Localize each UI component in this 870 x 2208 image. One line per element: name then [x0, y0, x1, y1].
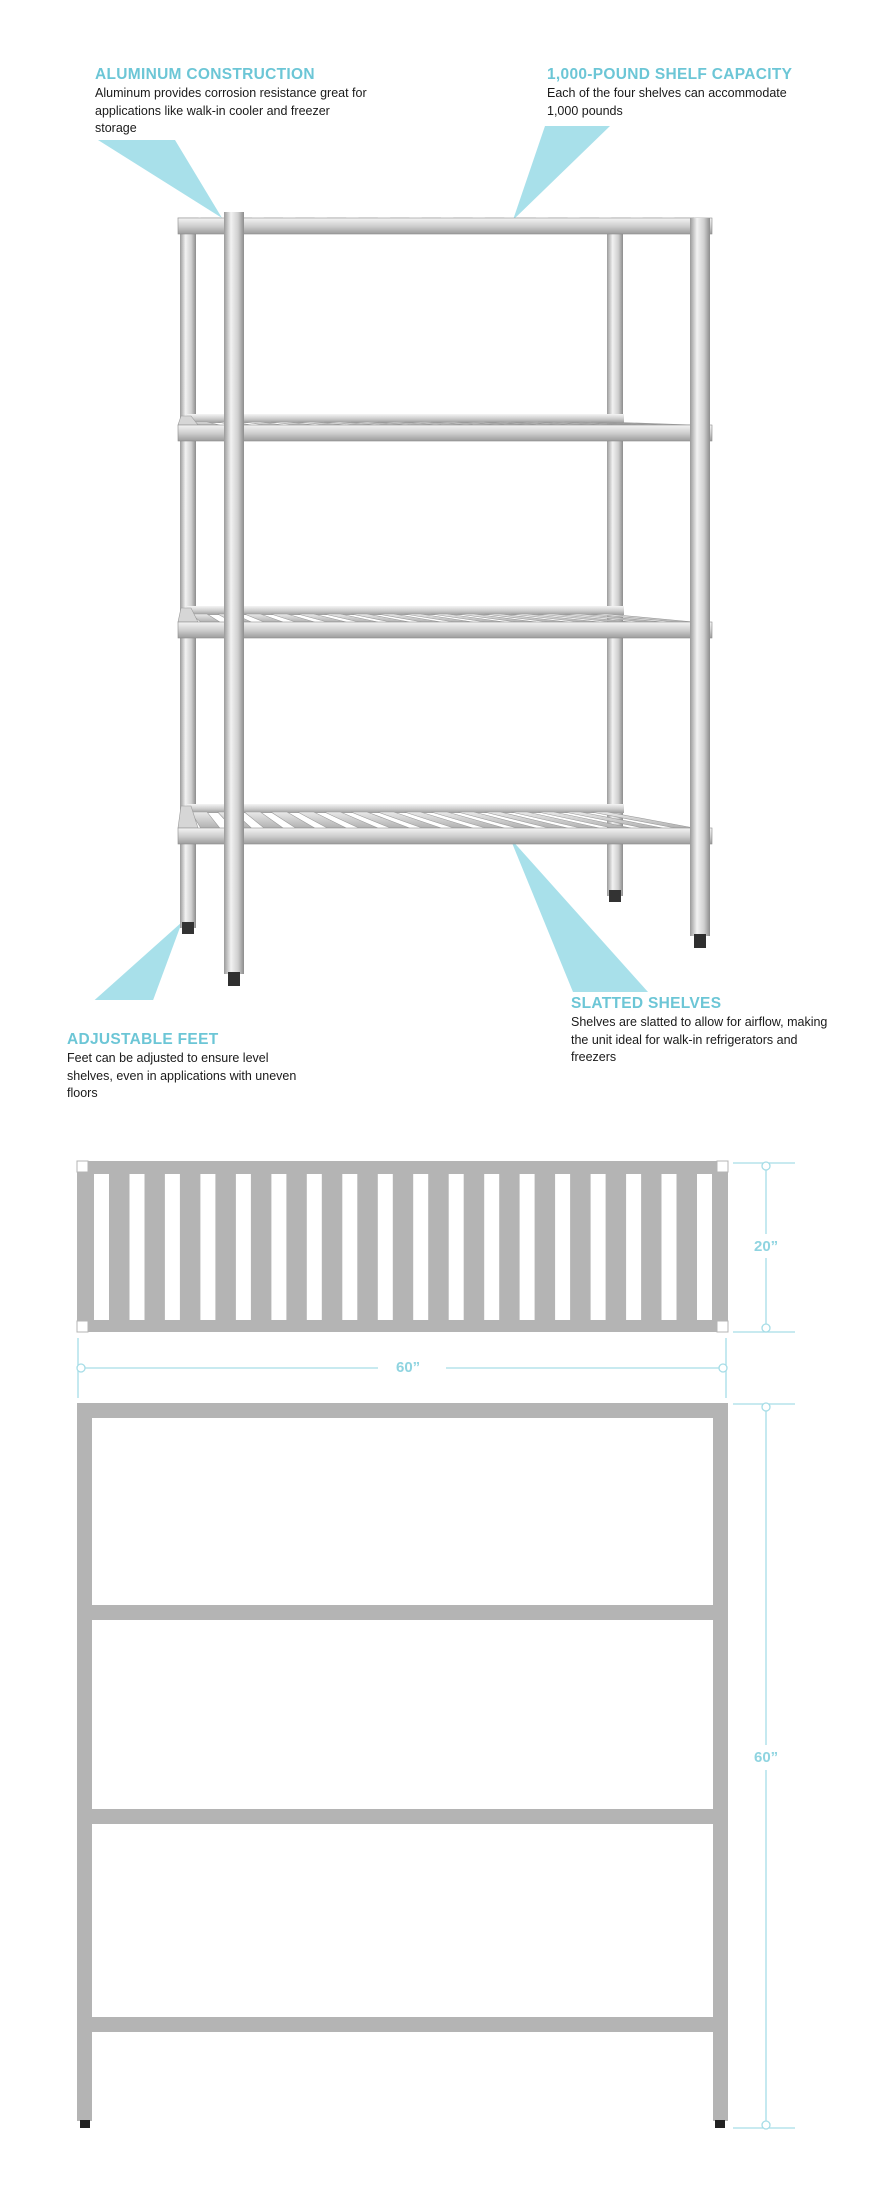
slat-gap: [130, 1174, 145, 1320]
slat-gap: [484, 1174, 499, 1320]
slat-gap: [555, 1174, 570, 1320]
slat-gap: [342, 1174, 357, 1320]
callout-text: Aluminum provides corrosion resistance great for applications like walk-in cooler and freezer storage: [95, 86, 367, 135]
depth-dimension-label: 20”: [754, 1238, 779, 1255]
callout-title: SLATTED SHELVES: [571, 995, 722, 1012]
slat-gap: [626, 1174, 641, 1320]
height-dimension: [733, 1403, 795, 2129]
slat-gap: [591, 1174, 606, 1320]
slat-gap: [449, 1174, 464, 1320]
callout-title: ALUMINUM CONSTRUCTION: [95, 66, 315, 83]
callout-text: Feet can be adjusted to ensure level shelves, even in applications with uneven floors: [67, 1051, 297, 1100]
callout-text: Each of the four shelves can accommodate 1,000 pounds: [547, 86, 787, 118]
width-dimension-label: 60”: [396, 1359, 421, 1376]
front-view-drawing: [77, 1403, 728, 2128]
slat-gap: [165, 1174, 180, 1320]
slat-gap: [378, 1174, 393, 1320]
slat-gap: [200, 1174, 215, 1320]
slat-gap: [307, 1174, 322, 1320]
top-view-drawing: [77, 1161, 728, 1332]
height-dimension-label: 60”: [754, 1749, 779, 1766]
callout-title: 1,000-POUND SHELF CAPACITY: [547, 66, 793, 83]
slat-gap: [520, 1174, 535, 1320]
slat-gap: [662, 1174, 677, 1320]
slat-gap: [697, 1174, 712, 1320]
callout-title: ADJUSTABLE FEET: [67, 1031, 219, 1048]
slat-gap: [271, 1174, 286, 1320]
slat-gap: [413, 1174, 428, 1320]
callout-text: Shelves are slatted to allow for airflow, making the unit ideal for walk-in refrigerators and freezers: [571, 1015, 828, 1064]
slat-gap: [94, 1174, 109, 1320]
slat-gap: [236, 1174, 251, 1320]
